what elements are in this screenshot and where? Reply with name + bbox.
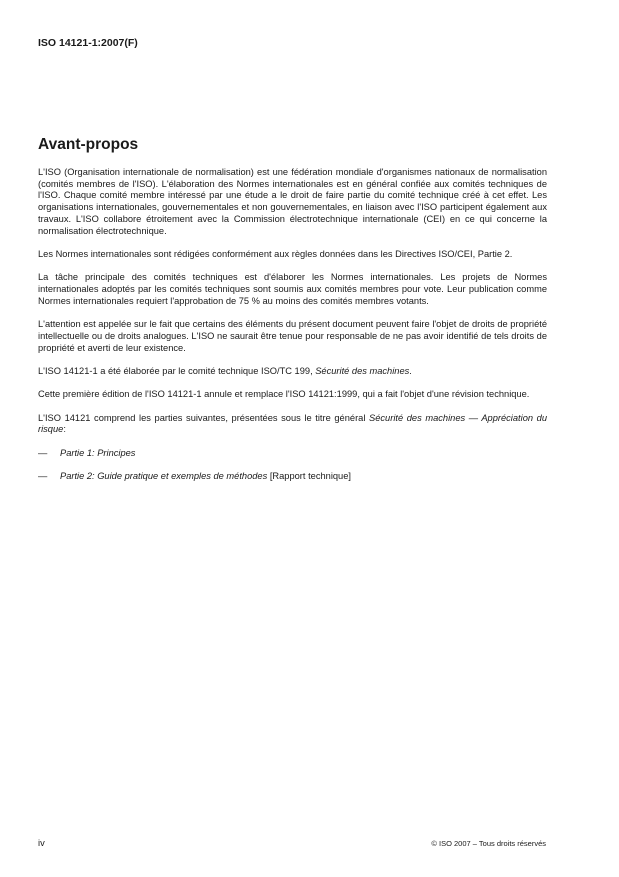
foreword-body — [38, 167, 547, 495]
general-title: Sécurité des machines — Appréciation du risque — [38, 412, 547, 435]
paragraph-iso-intro: L'ISO (Organisation internationale de normalisation) est une fédération mondiale d'organismes nationaux de normalisation (comités membres de l'ISO). L'élaboration des Normes internationales est en général confiée aux comités techniques de l'ISO. Chaque comité membre intéressé par une étude a le droit de faire partie du comité technique créé à cet effet. Les organisations internationales, gouvernementales et non gouvernementales, en liaison avec l'ISO participent également aux travaux. L'ISO collabore étroitement avec la Commission électrotechnique internationale (CEI) en ce qui concerne la normalisation électrotechnique. — [38, 167, 547, 236]
paragraph-edition: Cette première édition de l'ISO 14121-1 annule et remplace l'ISO 14121:1999, qui a fait l'objet d'une révision technique. — [38, 389, 530, 400]
page-number: iv — [38, 838, 45, 848]
part-title: Partie 2: Guide pratique et exemples de méthodes — [60, 471, 268, 482]
parts-intro-end: : — [63, 424, 66, 435]
paragraph-prepared-by — [38, 366, 547, 378]
section-title: Avant-propos — [38, 136, 139, 153]
prepared-by-text: L'ISO 14121-1 a été élaborée par le comité technique ISO/TC 199, — [38, 365, 316, 376]
paragraph-directives: Les Normes internationales sont rédigées conformément aux règles données dans les Directives ISO/CEI, Partie 2. — [38, 248, 513, 259]
paragraph-parts-intro — [38, 413, 547, 436]
list-item — [38, 448, 547, 460]
copyright-notice: © ISO 2007 – Tous droits réservés — [431, 839, 546, 848]
document-id-header: ISO 14121-1:2007(F) — [38, 37, 138, 49]
part-title: Partie 1: Principes — [60, 447, 136, 458]
paragraph-technical-committees: La tâche principale des comités techniques est d'élaborer les Normes internationales. Les projets de Normes internationales adoptés par les comités techniques sont soumis aux comités membres pour vote. Leur publication comme Normes internationales requiert l'approbation de 75 % au moins des comités membres votants. — [38, 272, 547, 306]
list-item — [38, 471, 547, 483]
part-suffix: [Rapport technique] — [267, 471, 351, 482]
prepared-by-end: . — [409, 365, 412, 376]
dash-bullet: — — [38, 471, 48, 482]
committee-title: Sécurité des machines — [315, 365, 410, 376]
dash-bullet: — — [38, 447, 48, 458]
parts-intro-text: L'ISO 14121 comprend les parties suivantes, présentées sous le titre général — [38, 412, 370, 423]
paragraph-patent-rights: L'attention est appelée sur le fait que certains des éléments du présent document peuvent faire l'objet de droits de propriété intellectuelle ou de droits analogues. L'ISO ne saurait être tenue pour responsable de ne pas avoir identifié de tels droits de propriété et averti de leur existence. — [38, 319, 547, 353]
